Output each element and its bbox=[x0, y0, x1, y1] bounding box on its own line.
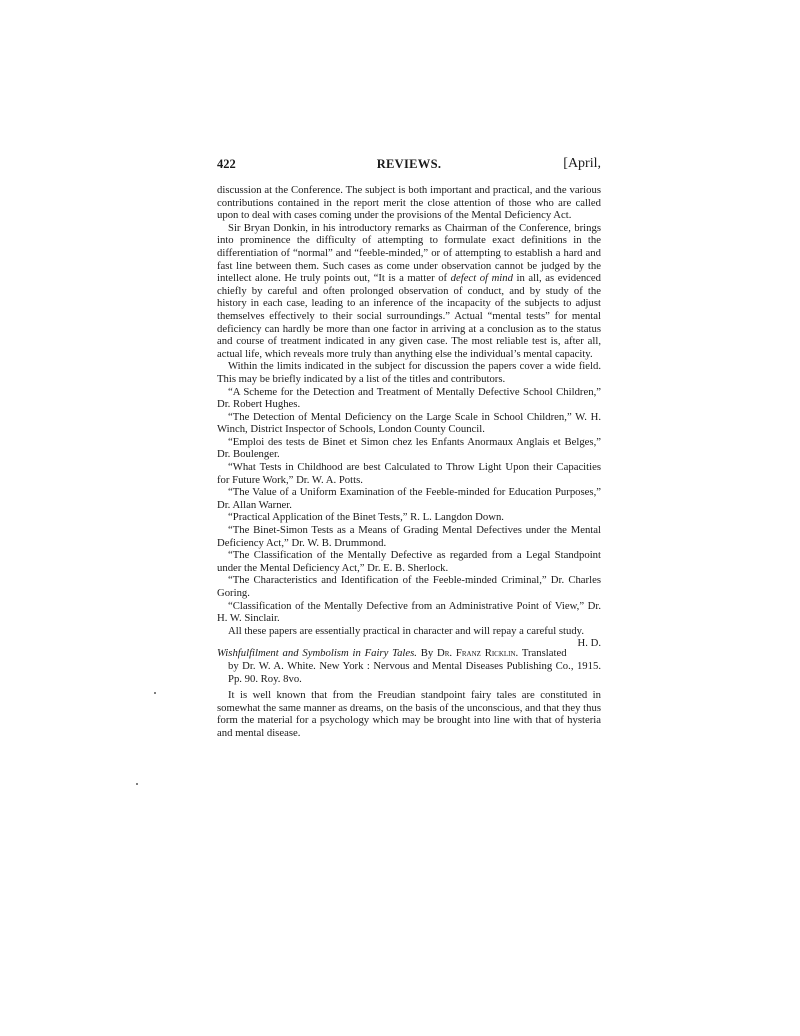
closing-paragraph bbox=[217, 624, 601, 650]
paper-entry-potts: “What Tests in Childhood are best Calculated to Throw Light Upon their Capacities for Future Work,” Dr. W. A. Potts. bbox=[217, 461, 601, 486]
reviewer-signature: H. D. bbox=[577, 637, 601, 650]
paragraph-donkin bbox=[217, 222, 601, 361]
scan-speck bbox=[136, 783, 138, 785]
paper-entry-sherlock: “The Classification of the Mentally Defective as regarded from a Legal Standpoint under the Mental Deficiency Act,” Dr. E. B. Sherlock. bbox=[217, 549, 601, 574]
paragraph-donkin-part-b: in all, as evidenced chiefly by careful and often prolonged observation of conduct, and by study of the history in each case, leading to an inference of the incapacity of the subjects to adjust themselves effectively to their social surroundings.” Actual “mental tests” for mental deficiency can hardly be more than one factor in arriving at a conclusion as to the status and course of treatment indicated in any given case. The most reliable test is, after all, actual life, which reveals more truly than anything else the individual’s mental capacity. bbox=[217, 272, 602, 360]
paper-entry-langdon-down: “Practical Application of the Binet Tests,” R. L. Langdon Down. bbox=[228, 511, 504, 524]
paper-entry-warner: “The Value of a Uniform Examination of the Feeble-minded for Education Purposes,” Dr. Allan Warner. bbox=[217, 486, 601, 511]
book-by: By bbox=[420, 647, 434, 660]
issue-month: [April, bbox=[563, 156, 601, 171]
paper-entry-goring: “The Characteristics and Identification of the Feeble-minded Criminal,” Dr. Charles Goring. bbox=[217, 574, 601, 599]
paragraph-conference-intro: discussion at the Conference. The subject is both important and practical, and the various contributions contained in the report merit the close attention of those who are called upon to deal with cases coming under the provisions of the Mental Deficiency Act. bbox=[217, 184, 601, 222]
paragraph-scope: Within the limits indicated in the subject for discussion the papers cover a wide field. This may be briefly indicated by a list of the titles and contributors. bbox=[217, 360, 601, 385]
page-number: 422 bbox=[217, 157, 236, 171]
paper-entry-sinclair: “Classification of the Mentally Defective from an Administrative Point of View,” Dr. H. W. Sinclair. bbox=[217, 599, 601, 625]
paper-entry-drummond: “The Binet-Simon Tests as a Means of Grading Mental Defectives under the Mental Deficiency Act,” Dr. W. B. Drummond. bbox=[217, 524, 601, 549]
emphasis-defect-of-mind: defect of mind bbox=[450, 272, 513, 285]
paragraph-donkin-part-a: Sir Bryan Donkin, in his introductory remarks as Chairman of the Conference, brings into prominence the difficulty of attempting to formulate exact definitions in the differentiation of “normal” and “feeble-minded,” or of attempting to establish a hard and fast line between them. Such cases as come under observation cannot be judged by the intellect alone. He truly points out, “It is a matter of bbox=[217, 221, 601, 285]
paper-entry-boulenger: “Emploi des tests de Binet et Simon chez les Enfants Anormaux Anglais et Belges,” Dr. Boulenger. bbox=[217, 435, 601, 461]
paper-entry-hughes: “A Scheme for the Detection and Treatment of Mentally Defective School Children,” Dr. Robert Hughes. bbox=[217, 385, 601, 411]
book-citation bbox=[217, 647, 601, 685]
paragraph-fairy-tales: It is well known that from the Freudian standpoint fairy tales are constituted in somewhat the same manner as dreams, on the basis of the unconscious, and that they thus form the material for a psychology which may be brought into line with that of hysteria and mental disease. bbox=[217, 689, 601, 739]
closing-text: All these papers are essentially practical in character and will repay a careful study. bbox=[228, 624, 584, 637]
running-header bbox=[217, 158, 601, 174]
running-title: REVIEWS. bbox=[376, 157, 442, 171]
book-title: Wishfulfilment and Symbolism in Fairy Tales. bbox=[217, 647, 417, 660]
book-details: Translated by Dr. W. A. White. New York : Nervous and Mental Diseases Publishing Co., 1915. Pp. 90. Roy. 8vo. bbox=[228, 647, 601, 685]
book-author: Dr. Franz Ricklin. bbox=[437, 647, 519, 660]
journal-page bbox=[217, 158, 601, 740]
scan-speck bbox=[154, 692, 156, 694]
paper-entry-winch: “The Detection of Mental Deficiency on the Large Scale in School Children,” W. H. Winch, District Inspector of Schools, London County Council. bbox=[217, 410, 601, 436]
